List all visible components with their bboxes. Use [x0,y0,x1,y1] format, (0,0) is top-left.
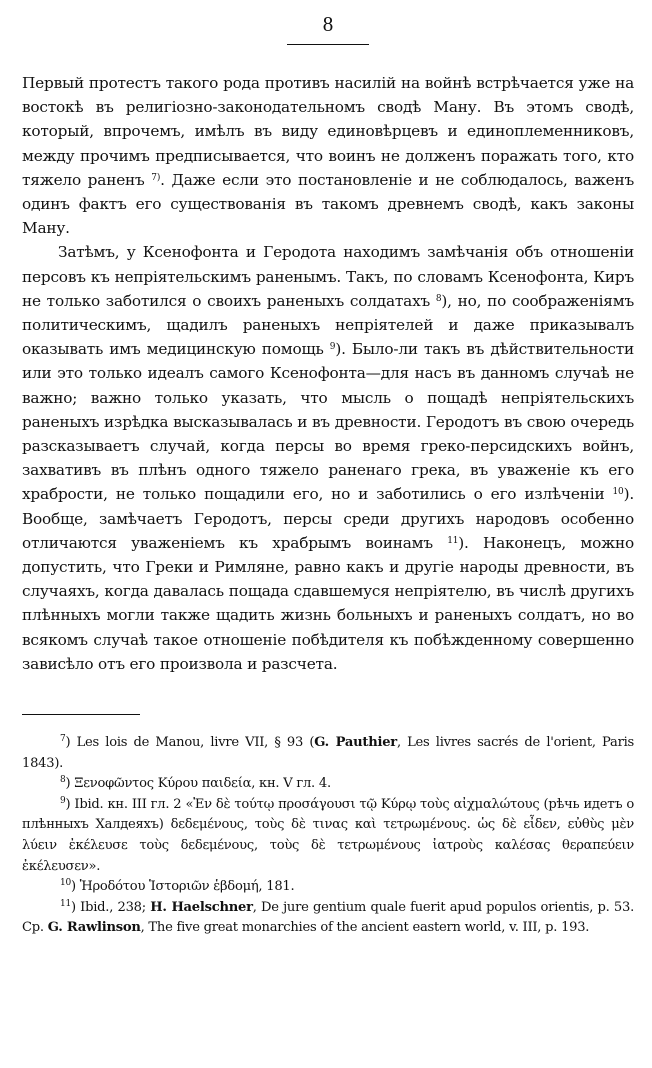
text-run: , De jure gentium quale fuerit apud populos orientis, p. 53. Ср. [22,899,634,936]
header-rule [287,44,369,45]
footnote-marker: 11 [447,535,459,546]
main-text [22,71,634,676]
footnote-marker: 7) [151,172,161,183]
text-run: ). Вообще, замѣчаетъ Геродотъ, персы среди другихъ народовъ особенно отличаются уваженіемъ къ храбрымъ воинамъ [22,485,634,552]
footnote-marker: 9 [60,795,66,806]
text-run: ), но, по соображеніямъ политическимъ, щадилъ раненыхъ непріятелей и даже приказывалъ оказывать имъ медицинскую помощь [22,291,634,359]
footnote-marker: 7 [60,734,66,745]
footnote-marker: 10 [612,487,624,498]
footnote-marker: 8 [435,293,442,304]
text-run: ) Ξενοφῶντος Κύρου παιδεία, кн. V гл. 4. [65,776,331,792]
text-run: ) Les lois de Manou, livre VII, § 93 ( [65,735,315,751]
footnote [22,877,634,898]
footnote-marker: 8 [60,775,66,786]
footnote [22,898,634,939]
footnotes [22,733,634,939]
author-name: H. Haelschner [150,899,253,915]
text-run: , Les livres sacrés de l'orient, Paris 1843). [22,735,635,771]
book-page [22,12,634,1058]
paragraph [22,71,634,240]
footnote-marker: 11 [60,898,71,909]
footnote [22,795,634,877]
text-run: ) Ibid. кн. III гл. 2 «Ἐν δὲ τούτῳ προσάγουσι τῷ Κύρῳ τοὺς αἰχμαλώτους (рѣчь идетъ о плѣнныхъ Халдеяхъ) δεδεμένους, τοὺς δὲ τινας καὶ τετρωμένους. ὡς δὲ εἶδεν, εὐθὺς μὲν λύειν ἐκέλευσε τοὺς δεδεμένους, τοὺς δὲ τετρωμένους ἰατροὺς καλέσας θεραπεύειν ἐκέλευσεν». [22,796,634,874]
author-name: G. Rawlinson [47,920,141,936]
text-run: ) Ἡροδότου Ἱστοριῶν ἑβδομή, 181. [70,879,295,895]
footnote-marker: 10 [60,878,71,889]
text-run: . Даже если это постановленіе и не соблюдалось, важенъ одинъ фактъ его существованія въ такомъ древнемъ сводѣ, какъ законы Ману. [22,170,634,238]
author-name: G. Pauthier [314,735,397,751]
footnote-marker: 9 [329,342,336,353]
text-run: ). Наконецъ, можно допустить, что Греки и Римляне, равно какъ и другіе народы древности, въ случаяхъ, когда давалась пощада сдавшемуся непріятелю, въ числѣ другихъ плѣнныхъ могли также щадить жизнь больныхъ и раненыхъ солдатъ, но во всякомъ случаѣ такое отношеніе побѣдителя къ побѣжденному совершенно зависѣло отъ его произвола и разсчета. [22,533,634,673]
page-number: 8 [322,12,334,36]
text-run: ) Ibid., 238; [70,899,151,915]
footnote [22,774,634,795]
text-run: ). Было-ли такъ въ дѣйствительности или это только идеалъ самого Ксенофонта—для насъ въ данномъ случаѣ не важно; важно только указать, что мысль о пощадѣ непріятельскихъ раненыхъ изрѣдка высказывалась и въ древности. Геродотъ въ свою очередь разсказываетъ случай, когда персы во время греко-персидскихъ войнъ, захвативъ въ плѣнъ одного тяжело раненаго грека, въ уваженіе къ его храбрости, не только пощадили его, но и заботились о его излѣченіи [22,340,634,504]
text-run: Затѣмъ, у Ксенофонта и Геродота находимъ замѣчанія объ отношеніи персовъ къ непріятельскимъ раненымъ. Такъ, по словамъ Ксенофонта, Киръ не только заботился о своихъ раненыхъ солдатахъ [22,243,634,310]
footnote [22,733,634,774]
footnote-rule [22,714,140,715]
text-run: , The five great monarchies of the ancient eastern world, v. III, p. 193. [140,920,590,936]
text-run: Первый протестъ такого рода противъ насилій на войнѣ встрѣчается уже на востокѣ въ религіозно-законодательномъ сводѣ Ману. Въ этомъ сводѣ, который, впрочемъ, имѣлъ въ виду единовѣрцевъ и единоплеменниковъ, между прочимъ предписывается, что воинъ не долженъ поражать того, кто тяжело раненъ [22,74,634,189]
paragraph [22,240,634,676]
